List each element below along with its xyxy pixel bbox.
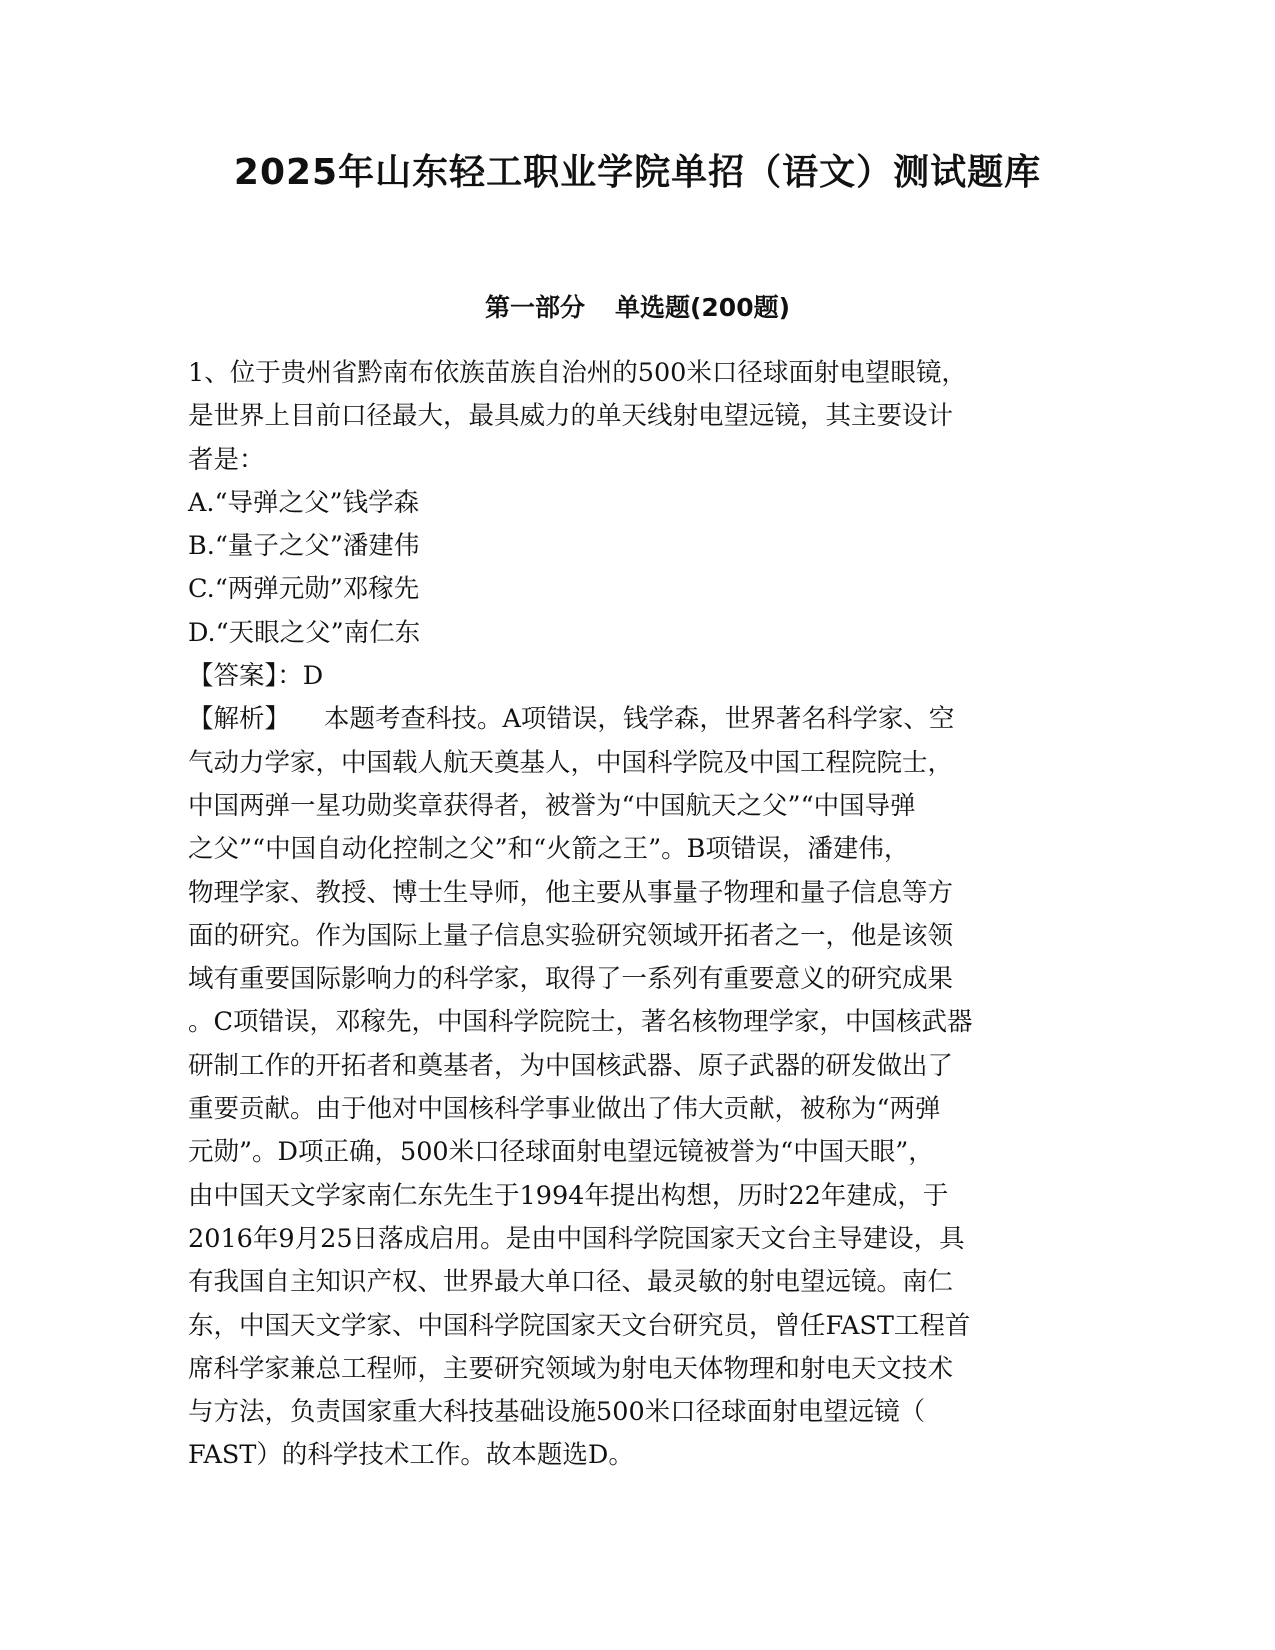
question-stem-line: 1、位于贵州省黔南布依族苗族自治州的500米口径球面射电望眼镜， [188,358,967,388]
analysis-line: 元勋”。D项正确，500米口径球面射电望远镜被誉为“中国天眼”， [188,1137,934,1168]
analysis-line [188,698,1088,741]
option-b: B.“量子之父”潘建伟 [188,531,420,562]
section-name: 单选题(200题) [614,293,791,322]
option-c: C.“两弹元勋”邓稼先 [188,574,420,605]
section-heading [0,290,1275,326]
answer-value: D [302,661,324,692]
analysis-line: 中国两弹一星功勋奖章获得者，被誉为“中国航天之父”“中国导弹 [188,790,916,821]
analysis-line: 研制工作的开拓者和奠基者，为中国核武器、原子武器的研发做出了 [188,1050,954,1081]
analysis-line: 东，中国天文学家、中国科学院国家天文台研究员，曾任FAST工程首 [188,1310,971,1341]
analysis-line: 与方法，负责国家重大科技基础设施500米口径球面射电望远镜（ [188,1397,926,1428]
analysis-line: 域有重要国际影响力的科学家，取得了一系列有重要意义的研究成果 [188,964,954,995]
analysis-line: FAST）的科学技术工作。故本题选D。 [188,1440,634,1471]
analysis-line: 面的研究。作为国际上量子信息实验研究领域开拓者之一，他是该领 [188,920,954,951]
analysis-line: 气动力学家，中国载人航天奠基人，中国科学院及中国工程院院士， [188,747,954,778]
question-stem-line: 是世界上目前口径最大，最具威力的单天线射电望远镜，其主要设计 [188,401,954,432]
analysis-line: 之父”“中国自动化控制之父”和“火箭之王”。B项错误，潘建伟， [188,834,910,865]
analysis-line: 由中国天文学家南仁东先生于1994年提出构想，历时22年建成，于 [188,1180,949,1211]
question-stem-line: 者是： [188,444,265,475]
analysis-line: 物理学家、教授、博士生导师，他主要从事量子物理和量子信息等方 [188,877,954,908]
question-block [188,352,1088,1478]
answer-label: 【答案】： [188,661,303,692]
analysis-label: 【解析】 [188,704,291,735]
option-a: A.“导弹之父”钱学森 [188,487,420,518]
document-title: 2025年山东轻工职业学院单招（语文）测试题库 [233,152,1042,193]
analysis-text: 本题考查科技。A项错误，钱学森，世界著名科学家、空 [324,704,955,735]
option-d: D.“天眼之父”南仁东 [188,617,421,648]
analysis-line: 席科学家兼总工程师，主要研究领域为射电天体物理和射电天文技术 [188,1353,954,1384]
analysis-line: 有我国自主知识产权、世界最大单口径、最灵敏的射电望远镜。南仁 [188,1267,954,1298]
analysis-line: 2016年9月25日落成启用。是由中国科学院国家天文台主导建设，具 [188,1223,965,1254]
analysis-line: 重要贡献。由于他对中国核科学事业做出了伟大贡献，被称为“两弹 [188,1094,941,1125]
section-part: 第一部分 [484,293,585,322]
analysis-line: 。C项错误，邓稼先，中国科学院院士，著名核物理学家，中国核武器 [188,1007,973,1038]
answer-line [188,655,1088,698]
